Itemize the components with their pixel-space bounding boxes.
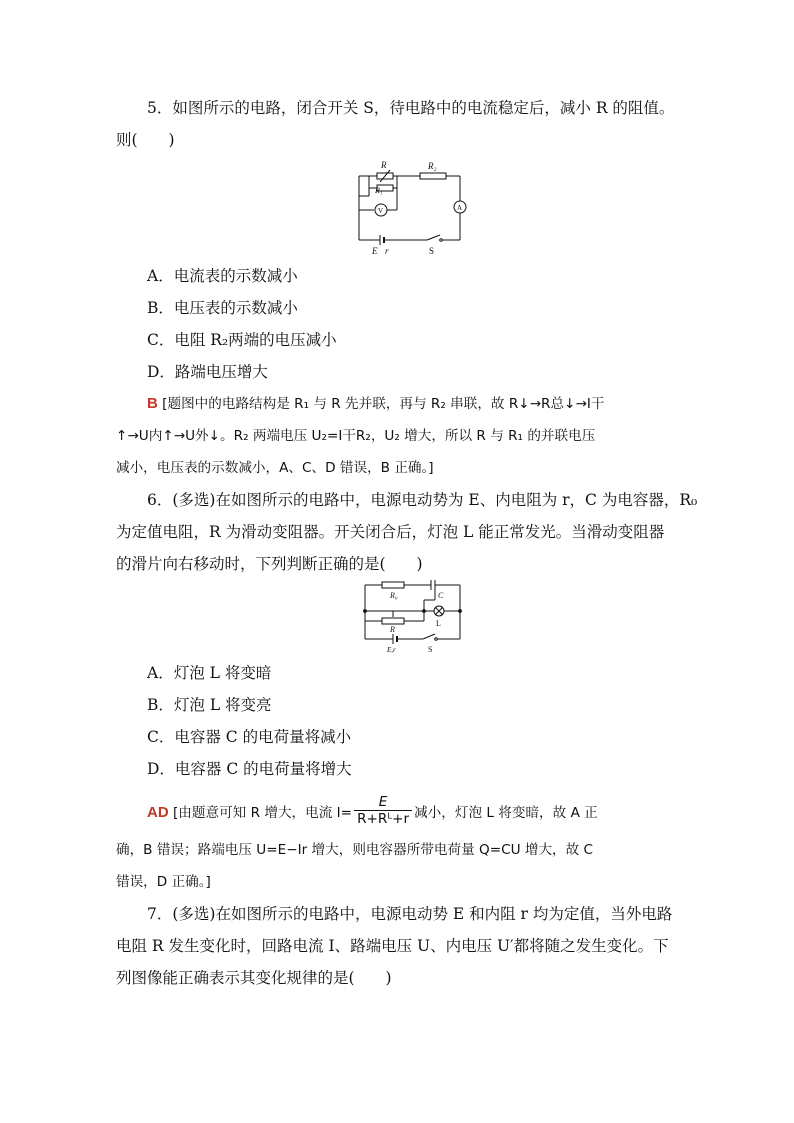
q6-answer-key: AD [147, 804, 169, 821]
q7-stem-line-3: 列图像能正确表示其变化规律的是( ) [116, 969, 392, 987]
q5-option-c: C．电阻 R₂两端的电压减小 [147, 331, 337, 349]
resistor-r2 [420, 173, 446, 179]
q7-stem-line-2: 电阻 R 发生变化时，回路电流 I、路端电压 U、内电压 U′都将随之发生变化。下 [116, 937, 669, 955]
q6-answer-line-1 [147, 796, 598, 830]
fraction-numerator: E [354, 794, 412, 811]
q7-stem-line-1: 7．(多选)在如图所示的电路中，电源电动势 E 和内阻 r 均为定值，当外电路 [147, 905, 673, 923]
q6-stem-line-2: 为定值电阻，R 为滑动变阻器。开关闭合后，灯泡 L 能正常发光。当滑动变阻器 [116, 523, 665, 541]
q6-circuit-diagram [358, 578, 468, 654]
label-e: E [372, 246, 378, 256]
label-r2: R₂ [428, 161, 437, 171]
q6-option-b: B．灯泡 L 将变亮 [147, 696, 272, 714]
q6-answer-line-3: 错误，D 正确。] [116, 874, 211, 890]
q6-option-a: A．灯泡 L 将变暗 [147, 664, 272, 682]
label-c: C [438, 591, 444, 600]
q6-option-d: D．电容器 C 的电荷量将增大 [147, 760, 352, 778]
q6-answer-line-2: 确，B 错误；路端电压 U=E−Ir 增大，则电容器所带电荷量 Q=CU 增大，故 C [116, 842, 594, 858]
q5-stem-line-1: 5．如图所示的电路，闭合开关 S，待电路中的电流稳定后，减小 R 的阻值。 [147, 99, 675, 117]
q6-option-c: C．电容器 C 的电荷量将减小 [147, 728, 352, 746]
label-v: V [378, 207, 384, 215]
q5-stem-line-2: 则( ) [116, 131, 175, 149]
label-s: S [429, 246, 435, 256]
label-l: L [436, 619, 441, 628]
q6-stem-line-3: 的滑片向右移动时，下列判断正确的是( ) [116, 555, 423, 573]
q5-option-a: A．电流表的示数减小 [147, 267, 298, 285]
q5-answer-text-1: [题图中的电路结构是 R₁ 与 R 先并联，再与 R₂ 串联，故 R↓→R总↓→I干 [162, 396, 605, 412]
label-s: S [428, 645, 433, 654]
label-r: R [381, 160, 387, 170]
fraction-denominator: R+Rᴸ+r [357, 811, 410, 827]
q5-option-d: D．路端电压增大 [147, 363, 268, 381]
q6-answer-fraction [354, 794, 412, 828]
label-r-internal: r [385, 246, 389, 256]
resistor-r [382, 618, 404, 624]
q5-circuit-diagram [352, 158, 468, 258]
label-er: E,r [387, 646, 396, 654]
q5-answer-line-3: 减小，电压表的示数减小，A、C、D 错误，B 正确。] [116, 460, 434, 476]
resistor-r0 [382, 582, 404, 588]
q6-answer-text-1b: 减小，灯泡 L 将变暗，故 A 正 [414, 805, 598, 821]
label-r1: R₁ [375, 186, 383, 195]
q5-answer-line-1 [147, 394, 604, 414]
q6-answer-text-1a: [由题意可知 R 增大，电流 I= [173, 805, 353, 821]
q5-option-b: B．电压表的示数减小 [147, 299, 298, 317]
q5-answer-key: B [147, 395, 158, 412]
q5-answer-line-2: ↑→U内↑→U外↓。R₂ 两端电压 U₂=I干R₂，U₂ 增大，所以 R 与 R₁ 的并联电压 [116, 428, 596, 444]
label-a: A [457, 204, 463, 212]
label-r0: R₀ [390, 591, 398, 600]
q6-stem-line-1: 6．(多选)在如图所示的电路中，电源电动势为 E、内电阻为 r，C 为电容器，R₀ [147, 491, 698, 509]
label-r: R [390, 625, 395, 634]
